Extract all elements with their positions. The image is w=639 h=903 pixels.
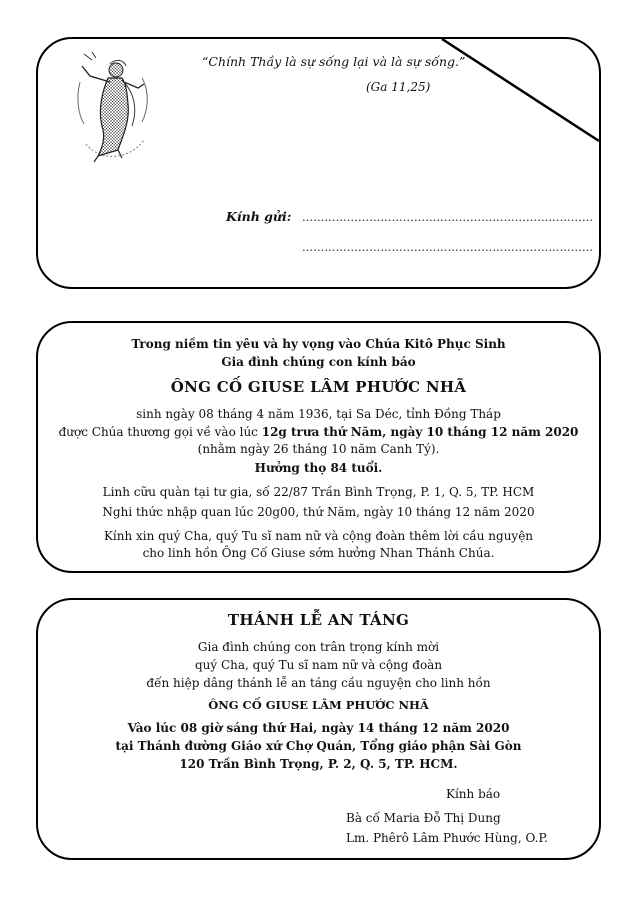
invitation-line-3: đến hiệp dâng thánh lễ an táng cầu nguyện cho linh hồn <box>146 676 491 690</box>
age-info: Hưởng thọ 84 tuổi. <box>254 461 383 475</box>
coffin-ceremony-info: Nghi thức nhập quan lúc 20g00, thứ Năm, ngày 10 tháng 12 năm 2020 <box>102 505 535 519</box>
lunar-date: (nhằm ngày 26 tháng 10 năm Canh Tý). <box>197 442 440 456</box>
invitation-line-1: Gia đình chúng con trân trọng kính mời <box>197 640 440 654</box>
viewing-info: Linh cữu quàn tại tư gia, số 22/87 Trần Bình Trọng, P. 1, Q. 5, TP. HCM <box>102 485 535 499</box>
prayer-request-2: cho linh hồn Ông Cố Giuse sớm hưởng Nhan Thánh Chúa. <box>142 546 495 560</box>
risen-christ-illustration <box>72 52 154 170</box>
recipient-label: Kính gửi: <box>226 209 292 224</box>
recipient-line-2[interactable]: …………………………………………………………………… <box>302 241 594 254</box>
bible-quote: “Chính Thầy là sự sống lại và là sự sống.” <box>202 54 466 69</box>
recipient-line-1[interactable]: …………………………………………………………………… <box>302 211 594 224</box>
prayer-request-1: Kính xin quý Cha, quý Tu sĩ nam nữ và cộng đoàn thêm lời cầu nguyện <box>103 529 534 543</box>
funeral-address: 120 Trần Bình Trọng, P. 2, Q. 5, TP. HCM. <box>179 757 458 771</box>
funeral-place: tại Thánh đường Giáo xứ Chợ Quán, Tổng giáo phận Sài Gòn <box>115 739 522 753</box>
envelope-card <box>36 37 601 289</box>
death-time: 12g trưa thứ Năm, ngày 10 tháng 12 năm 2020 <box>261 425 579 439</box>
funeral-deceased-name: ÔNG CỐ GIUSE LÂM PHƯỚC NHÃ <box>208 698 429 712</box>
deceased-name: ÔNG CỐ GIUSE LÂM PHƯỚC NHÃ <box>170 378 467 396</box>
signer-2: Lm. Phêrô Lâm Phước Hùng, O.P. <box>346 831 548 845</box>
death-info <box>38 425 599 439</box>
funeral-mass-card <box>36 598 601 860</box>
funeral-time: Vào lúc 08 giờ sáng thứ Hai, ngày 14 tháng 12 năm 2020 <box>127 721 510 735</box>
death-info-prefix: được Chúa thương gọi về vào lúc <box>58 425 262 439</box>
funeral-title: THÁNH LỄ AN TÁNG <box>227 611 410 629</box>
birth-info: sinh ngày 08 tháng 4 năm 1936, tại Sa Déc, tỉnh Đồng Tháp <box>136 407 501 421</box>
invitation-line-2: quý Cha, quý Tu sĩ nam nữ và cộng đoàn <box>194 658 443 672</box>
announce-line-1: Trong niềm tin yêu và hy vọng vào Chúa Kitô Phục Sinh <box>131 337 506 351</box>
signer-1: Bà cố Maria Đỗ Thị Dung <box>346 811 501 825</box>
bible-reference: (Ga 11,25) <box>366 80 431 94</box>
closing-text: Kính báo <box>446 787 501 801</box>
announcement-card <box>36 321 601 573</box>
announce-line-2: Gia đình chúng con kính báo <box>221 355 416 369</box>
